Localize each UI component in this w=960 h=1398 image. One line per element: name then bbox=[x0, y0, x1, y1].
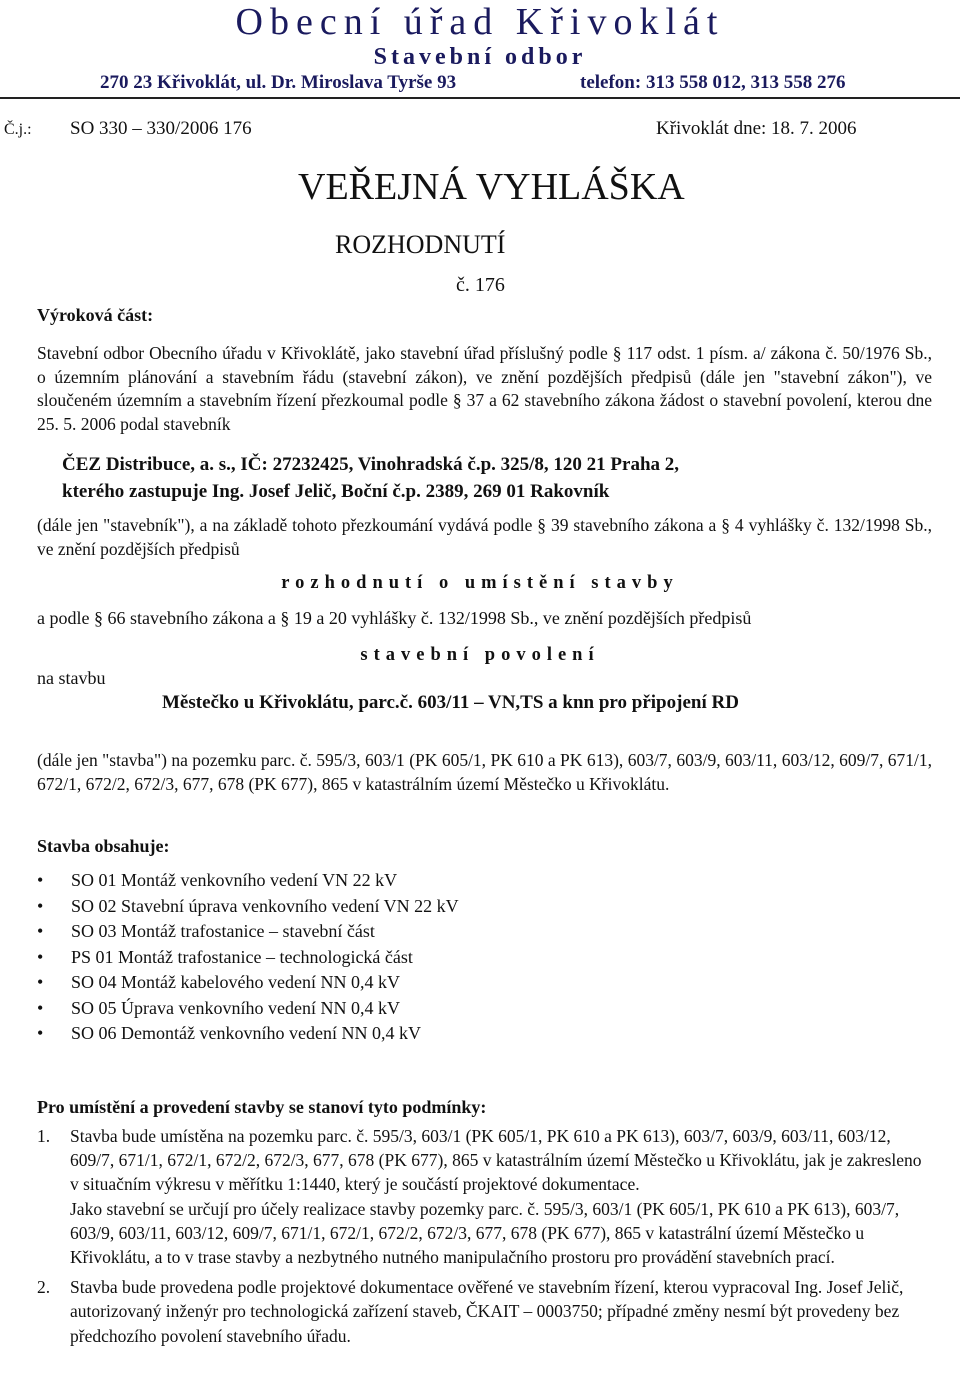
applicant-line-1: ČEZ Distribuce, a. s., IČ: 27232425, Vinohradská č.p. 325/8, 120 21 Praha 2, bbox=[62, 454, 680, 475]
intro-paragraph: Stavební odbor Obecního úřadu v Křivoklátě, jako stavební úřad příslušný podle § 117 odst. 1 písm. a/ zákona č. 50/1976 Sb., o územním plánování a stavebním řádu (stavební zákon), ve znění pozdějších předpisů (dále jen "stavební zákon"), ve sloučeném územním a stavebním řízení přezkoumal podle § 37 a 62 stavebního zákona žádost o stavební povolení, kterou dne 25. 5. 2006 podal stavebník bbox=[37, 343, 932, 434]
bullet-icon: • bbox=[37, 1023, 44, 1043]
bullet-icon: • bbox=[37, 921, 44, 941]
condition-text: Stavba bude provedena podle projektové dokumentace ověřené ve stavebním řízení, kterou vypracoval Ing. Josef Jelič, autorizovaný inženýr pro technologická zařízení staveb, ČKAIT – 0003750; případné změny nesmí být provedeny bez předchozího povolení stavebního úřadu. bbox=[70, 1277, 904, 1346]
bullet-icon: • bbox=[37, 946, 44, 967]
list-item: • SO 04 Montáž kabelového vedení NN 0,4 kV bbox=[37, 970, 917, 996]
condition-text: Jako stavební se určují pro účely realizace stavby pozemky parc. č. 595/3, 603/1 (PK 605/1, PK 610 a PK 613), 603/7, 603/9, 603/11, 603/12, 609/7, 671/1, 672/1, 672/2, 672/3, 677, 678 (PK 677), 865 v katastrální území Městečko u Křivoklátu, a to v trase stavby a nezbytného nutného manipulačního prostoru pro provádění stavebních prací. bbox=[70, 1198, 900, 1268]
decision-number: č. 176 bbox=[456, 274, 505, 296]
plots-paragraph: (dále jen "stavba") na pozemku parc. č. 595/3, 603/1 (PK 605/1, PK 610 a PK 613), 603/7, 603/9, 603/11, 603/12, 609/7, 671/1, 672/1, 672/2, 672/3, 677, 678 (PK 677), 865 v katastrálním území Městečko u Křivoklátu. bbox=[37, 750, 932, 794]
header-divider bbox=[0, 97, 960, 99]
bullet-icon: • bbox=[37, 997, 44, 1018]
conditions-heading: Pro umístění a provedení stavby se stanoví tyto podmínky: bbox=[37, 1097, 487, 1117]
building-permit-heading: stavební povolení bbox=[360, 645, 600, 665]
conditions-list bbox=[37, 1124, 927, 1354]
decision-title: ROZHODNUTÍ bbox=[335, 230, 506, 259]
condition-item bbox=[37, 1275, 927, 1348]
list-item: • SO 02 Stavební úprava venkovního vedení VN 22 kV bbox=[37, 894, 917, 920]
legal-basis-line: a podle § 66 stavebního zákona a § 19 a 20 vyhlášky č. 132/1998 Sb., ve znění pozdějších předpisů bbox=[37, 608, 752, 628]
list-item: • SO 06 Demontáž venkovního vedení NN 0,4 kV bbox=[37, 1021, 917, 1047]
document-date: Křivoklát dne: 18. 7. 2006 bbox=[656, 118, 857, 139]
office-title: Obecní úřad Křivoklát bbox=[235, 1, 725, 43]
construction-label: na stavbu bbox=[37, 668, 106, 688]
department-title: Stavební odbor bbox=[373, 44, 587, 70]
condition-item bbox=[37, 1124, 927, 1269]
reference-value: SO 330 – 330/2006 176 bbox=[70, 118, 252, 139]
reference-number bbox=[4, 118, 252, 140]
contents-heading: Stavba obsahuje: bbox=[37, 836, 170, 856]
office-phone: telefon: 313 558 012, 313 558 276 bbox=[580, 72, 846, 93]
applicant-line-2: kterého zastupuje Ing. Josef Jelič, Boční č.p. 2389, 269 01 Rakovník bbox=[62, 481, 610, 502]
condition-number: 2. bbox=[37, 1277, 51, 1298]
bullet-icon: • bbox=[37, 972, 44, 992]
contents-list bbox=[37, 868, 917, 1047]
operative-part-heading: Výroková část: bbox=[37, 305, 154, 325]
issuance-paragraph: (dále jen "stavebník"), a na základě tohoto přezkoumání vydává podle § 39 stavebního zákona a § 4 vyhlášky č. 132/1998 Sb., ve znění pozdějších předpisů bbox=[37, 515, 932, 559]
list-item: • PS 01 Montáž trafostanice – technologická část bbox=[37, 945, 917, 971]
list-item: • SO 03 Montáž trafostanice – stavební část bbox=[37, 919, 917, 945]
condition-number: 1. bbox=[37, 1126, 51, 1146]
list-item: • SO 05 Úprava venkovního vedení NN 0,4 kV bbox=[37, 996, 917, 1022]
condition-text: Stavba bude umístěna na pozemku parc. č. 595/3, 603/1 (PK 605/1, PK 610 a PK 613), 603/7, 603/9, 603/11, 603/12, 609/7, 671/1, 672/1, 672/2, 672/3, 677, 678 (PK 677), 865 v katastrálním území Městečko u Křivoklátu, jak je zakresleno v situačním výkresu v měřítku 1:1440, který je součástí projektové dokumentace. bbox=[70, 1126, 922, 1195]
public-notice-title: VEŘEJNÁ VYHLÁŠKA bbox=[298, 166, 685, 208]
list-item: • SO 01 Montáž venkovního vedení VN 22 kV bbox=[37, 868, 917, 894]
office-address: 270 23 Křivoklát, ul. Dr. Miroslava Tyrše 93 bbox=[100, 72, 457, 93]
applicant-block bbox=[62, 451, 679, 505]
bullet-icon: • bbox=[37, 895, 44, 916]
construction-name: Městečko u Křivoklátu, parc.č. 603/11 – VN,TS a knn pro připojení RD bbox=[162, 692, 739, 713]
placement-decision-heading: rozhodnutí o umístění stavby bbox=[281, 573, 679, 593]
bullet-icon: • bbox=[37, 870, 44, 890]
reference-label: Č.j.: bbox=[4, 121, 32, 138]
